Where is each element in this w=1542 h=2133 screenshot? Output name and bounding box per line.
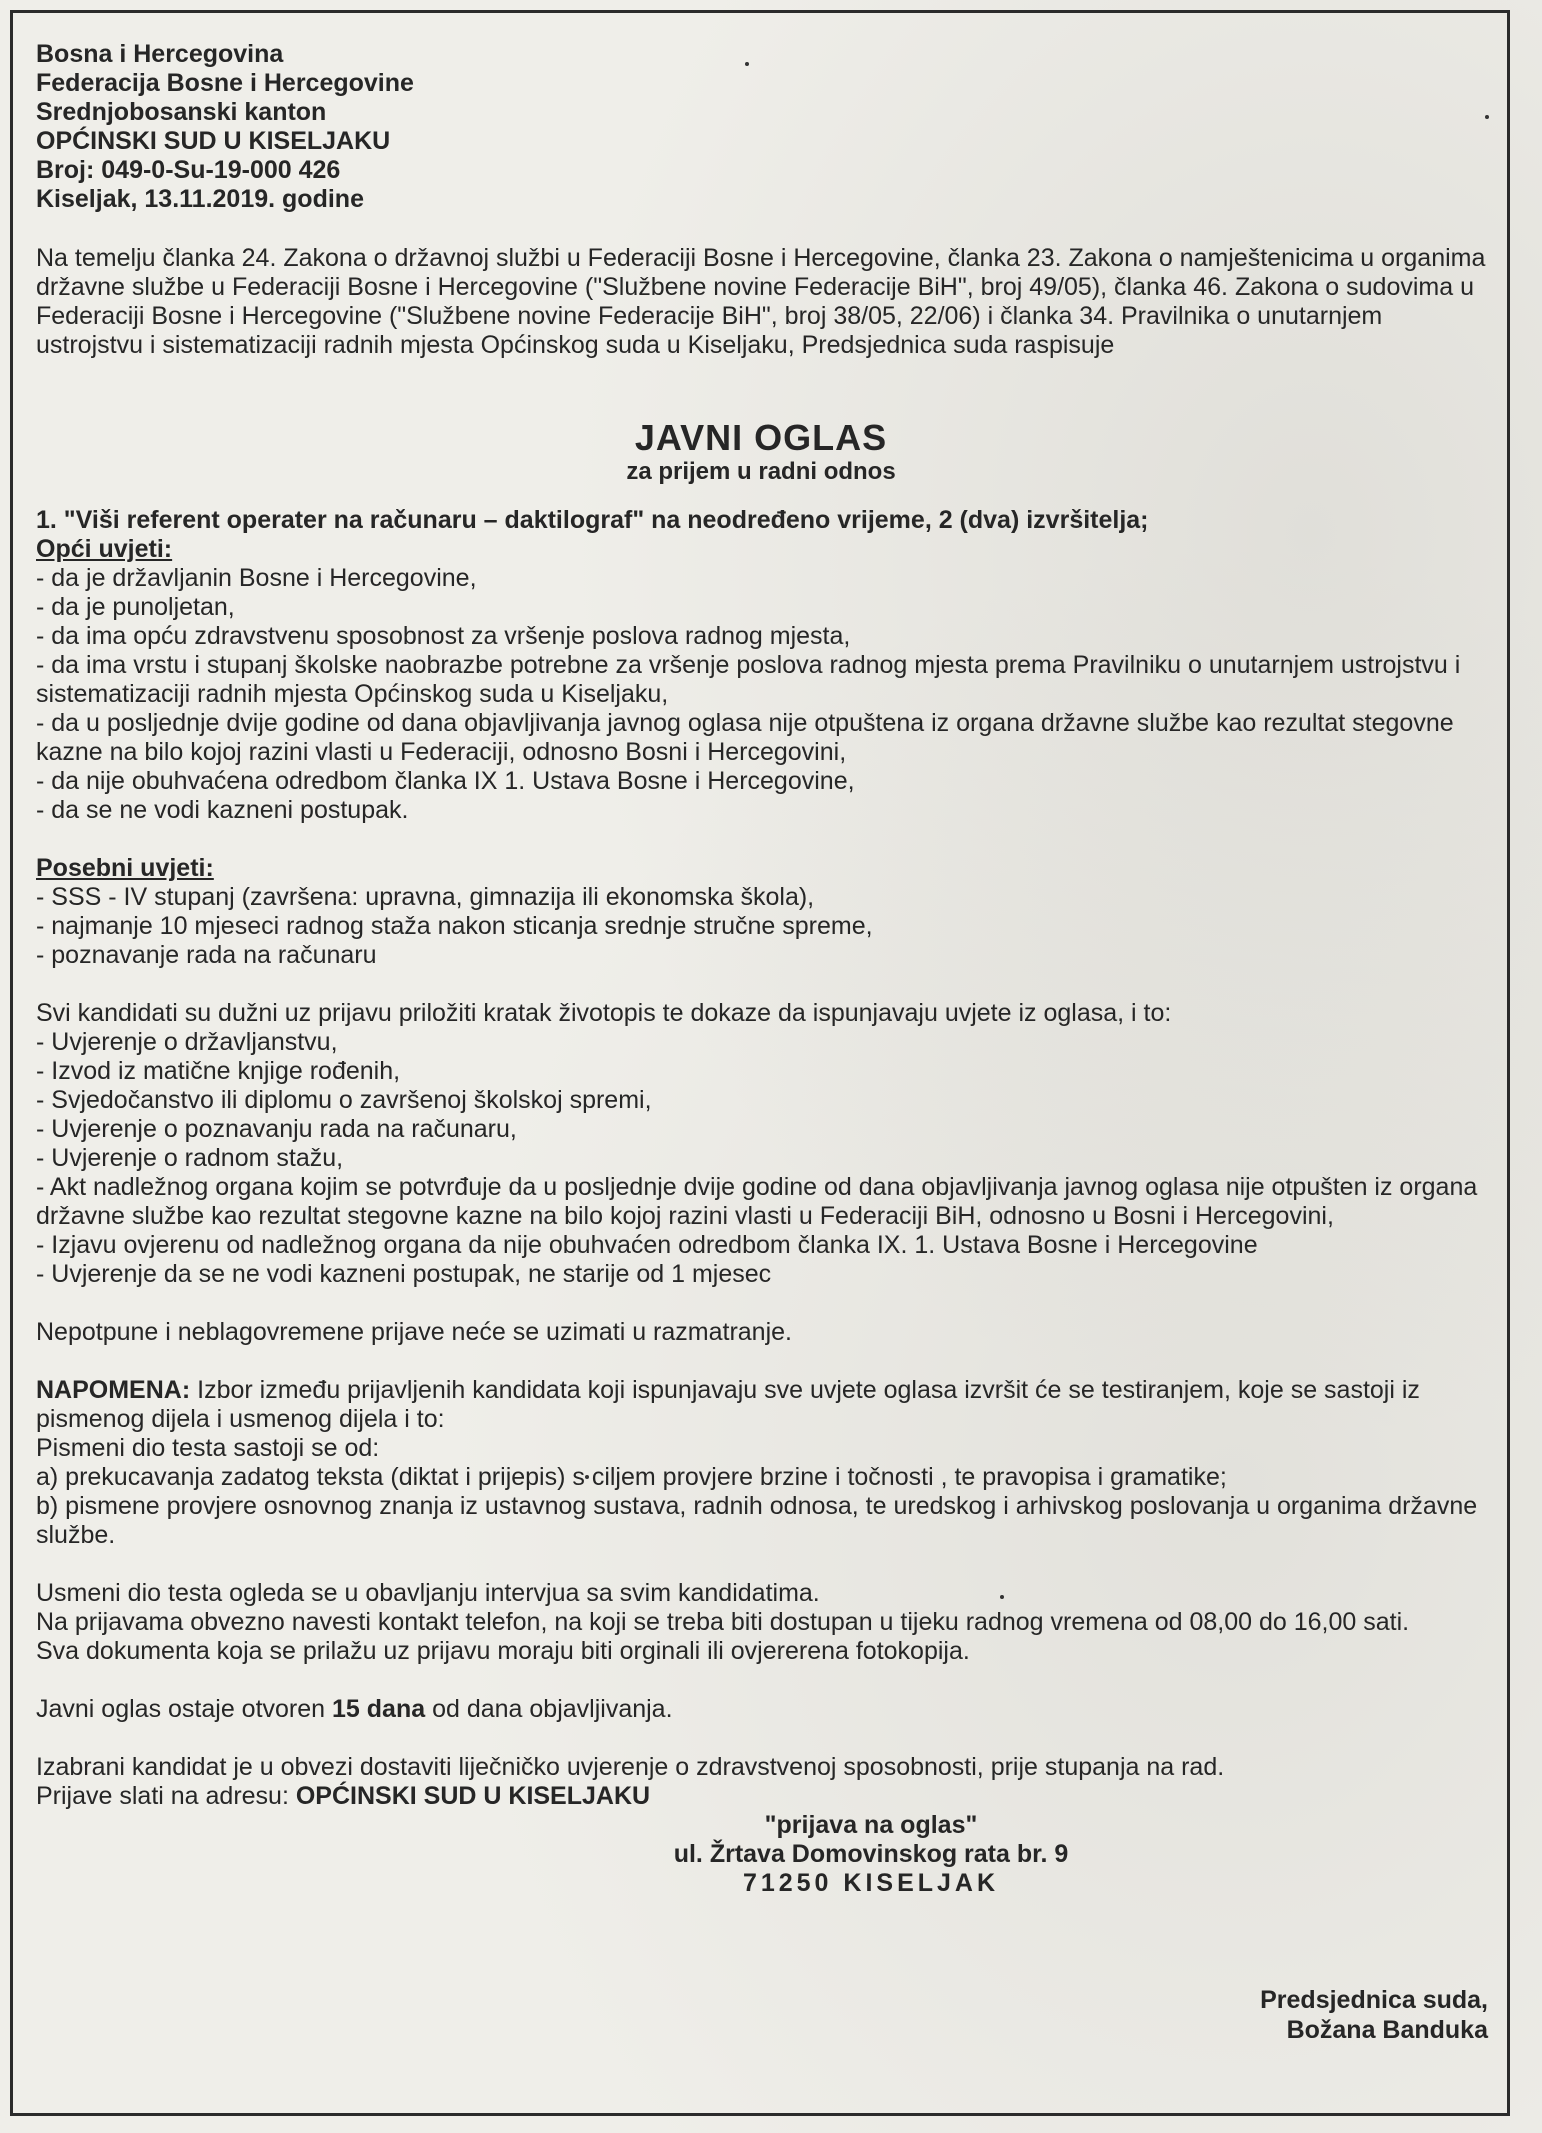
general-conditions-list	[36, 564, 1486, 825]
signature-block	[1260, 1985, 1488, 2045]
list-item: - Akt nadležnog organa kojim se potvrđuje da u posljednje dvije godine od dana objavljivanja javnog oglasa nije otpušten iz organa državne službe kao rezultat stegovne kazne na bilo kojoj razini vlasti u Federaciji BiH, odnosno u Bosni i Hercegovini,	[36, 1173, 1478, 1230]
list-item: - Svjedočanstvo ili diplomu o završenoj školskoj spremi,	[36, 1086, 652, 1114]
court-header	[36, 40, 1486, 214]
list-item: - SSS - IV stupanj (završena: upravna, gimnazija ili ekonomska škola),	[36, 883, 815, 911]
list-item: - poznavanje rada na računaru	[36, 941, 377, 969]
written-test-b: b) pismene provjere osnovnog znanja iz ustavnog sustava, radnih odnosa, te uredskog i arhivskog poslovanja u organima državne službe.	[36, 1492, 1478, 1549]
header-line: Srednjobosanski kanton	[36, 98, 327, 126]
address-block	[36, 1811, 1486, 1898]
list-item: - da ima vrstu i stupanj školske naobrazbe potrebne za vršenje poslova radnog mjesta prema Pravilniku o unutarnjem ustrojstvu i sistematizaciji radnih mjesta Općinskog suda u Kiseljaku,	[36, 651, 1461, 708]
list-item: - da se ne vodi kazneni postupak.	[36, 796, 409, 824]
list-item: - da u posljednje dvije godine od dana objavljivanja javnog oglasa nije otpuštena iz organa državne službe kao rezultat stegovne kazne na bilo kojoj razini vlasti u Federaciji, odnosno Bosni i Hercegovini,	[36, 709, 1454, 766]
documents-intro: Svi kandidati su dužni uz prijavu priložiti kratak životopis te dokaze da ispunjavaju uvjete iz oglasa, i to:	[36, 999, 1172, 1027]
open-period-text	[36, 1695, 1486, 1724]
address-line: 71250 KISELJAK	[742, 1869, 1000, 1897]
note-text: Izbor između prijavljenih kandidata koji ispunjavaju sve uvjete oglasa izvršit će se testiranjem, koje se sastoji iz pismenog dijela i usmenog dijela i to:	[36, 1376, 1420, 1433]
list-item: - Izvod iz matične knjige rođenih,	[36, 1057, 401, 1085]
written-test-intro: Pismeni dio testa sastoji se od:	[36, 1434, 380, 1462]
page-subtitle: za prijem u radni odnos	[626, 458, 896, 485]
list-item: - Uvjerenje o državljanstvu,	[36, 1028, 338, 1056]
intro-paragraph: Na temelju članka 24. Zakona o državnoj službi u Federaciji Bosne i Hercegovine, članka 23. Zakona o namještenicima u organima državne službe u Federaciji Bosne i Hercegovine ("Službene novine Federacije BiH", broj 49/05), članka 46. Zakona o sudovima u Federaciji Bosne i Hercegovine ("Službene novine Federacije BiH", broj 38/05, 22/06) i članka 34. Pravilnika o unutarnjem ustrojstvu i sistematizaciji radnih mjesta Općinskog suda u Kiseljaku, Predsjednica suda raspisuje	[36, 244, 1486, 359]
list-item: - da ima opću zdravstvenu sposobnost za vršenje poslova radnog mjesta,	[36, 622, 851, 650]
list-item: - da nije obuhvaćena odredbom članka IX 1. Ustava Bosne i Hercegovine,	[36, 767, 855, 795]
phone-text: Na prijavama obvezno navesti kontakt telefon, na koji se treba biti dostupan u tijeku radnog vremena od 08,00 do 16,00 sati.	[36, 1608, 1410, 1636]
list-item: - Uvjerenje o radnom stažu,	[36, 1144, 344, 1172]
send-court-name: OPĆINSKI SUD U KISELJAKU	[295, 1782, 651, 1810]
medical-text: Izabrani kandidat je u obvezi dostaviti liječničko uvjerenje o zdravstvenoj sposobnosti, prije stupanja na rad.	[36, 1753, 1225, 1781]
written-test-a: a) prekucavanja zadatog teksta (diktat i prijepis) s ciljem provjere brzine i točnosti , te pravopisa i gramatike;	[36, 1463, 1227, 1491]
header-line: Broj: 049-0-Su-19-000 426	[36, 156, 341, 184]
address-line: ul. Žrtava Domovinskog rata br. 9	[673, 1840, 1069, 1868]
title-block	[36, 418, 1486, 486]
header-line: Kiseljak, 13.11.2019. godine	[36, 185, 364, 213]
position-title: 1. "Viši referent operater na računaru – daktilograf" na neodređeno vrijeme, 2 (dva) izvršitelja;	[36, 506, 1149, 534]
special-conditions-list	[36, 883, 1486, 970]
open-period-days: 15 dana	[332, 1695, 426, 1723]
note-paragraph	[36, 1376, 1486, 1434]
address-line: "prijava na oglas"	[764, 1811, 978, 1839]
open-period-post: od dana objavljivanja.	[425, 1695, 673, 1723]
oral-test-text: Usmeni dio testa ogleda se u obavljanju intervjua sa svim kandidatima.	[36, 1579, 820, 1607]
note-label: NAPOMENA:	[36, 1376, 191, 1404]
list-item: - Uvjerenje da se ne vodi kazneni postupak, ne starije od 1 mjesec	[36, 1260, 772, 1288]
general-conditions-heading: Opći uvjeti:	[36, 535, 173, 563]
list-item: - da je punoljetan,	[36, 593, 235, 621]
header-line: Federacija Bosne i Hercegovine	[36, 69, 414, 97]
signature-name: Božana Banduka	[1286, 2016, 1488, 2044]
list-item: - Izjavu ovjerenu od nadležnog organa da nije obuhvaćen odredbom članka IX. 1. Ustava Bosne i Hercegovine	[36, 1231, 1258, 1259]
documents-list	[36, 1028, 1486, 1289]
open-period-pre: Javni oglas ostaje otvoren	[36, 1695, 333, 1723]
list-item: - najmanje 10 mjeseci radnog staža nakon sticanja srednje stručne spreme,	[36, 912, 873, 940]
announcement-body	[36, 40, 1486, 1898]
special-conditions-heading: Posebni uvjeti:	[36, 854, 214, 882]
list-item: - Uvjerenje o poznavanju rada na računaru,	[36, 1115, 517, 1143]
signature-title: Predsjednica suda,	[1260, 1986, 1488, 2014]
list-item: - da je državljanin Bosne i Hercegovine,	[36, 564, 477, 592]
send-pre: Prijave slati na adresu:	[36, 1782, 296, 1810]
documents-original-text: Sva dokumenta koja se prilažu uz prijavu moraju biti orginali ili ovjererena fotokopija.	[36, 1637, 970, 1665]
page-title: JAVNI OGLAS	[634, 417, 888, 458]
send-address-text	[36, 1782, 1486, 1811]
header-line: Bosna i Hercegovina	[36, 40, 284, 68]
incomplete-notice: Nepotpune i neblagovremene prijave neće se uzimati u razmatranje.	[36, 1318, 792, 1346]
header-line: OPĆINSKI SUD U KISELJAKU	[36, 127, 391, 155]
